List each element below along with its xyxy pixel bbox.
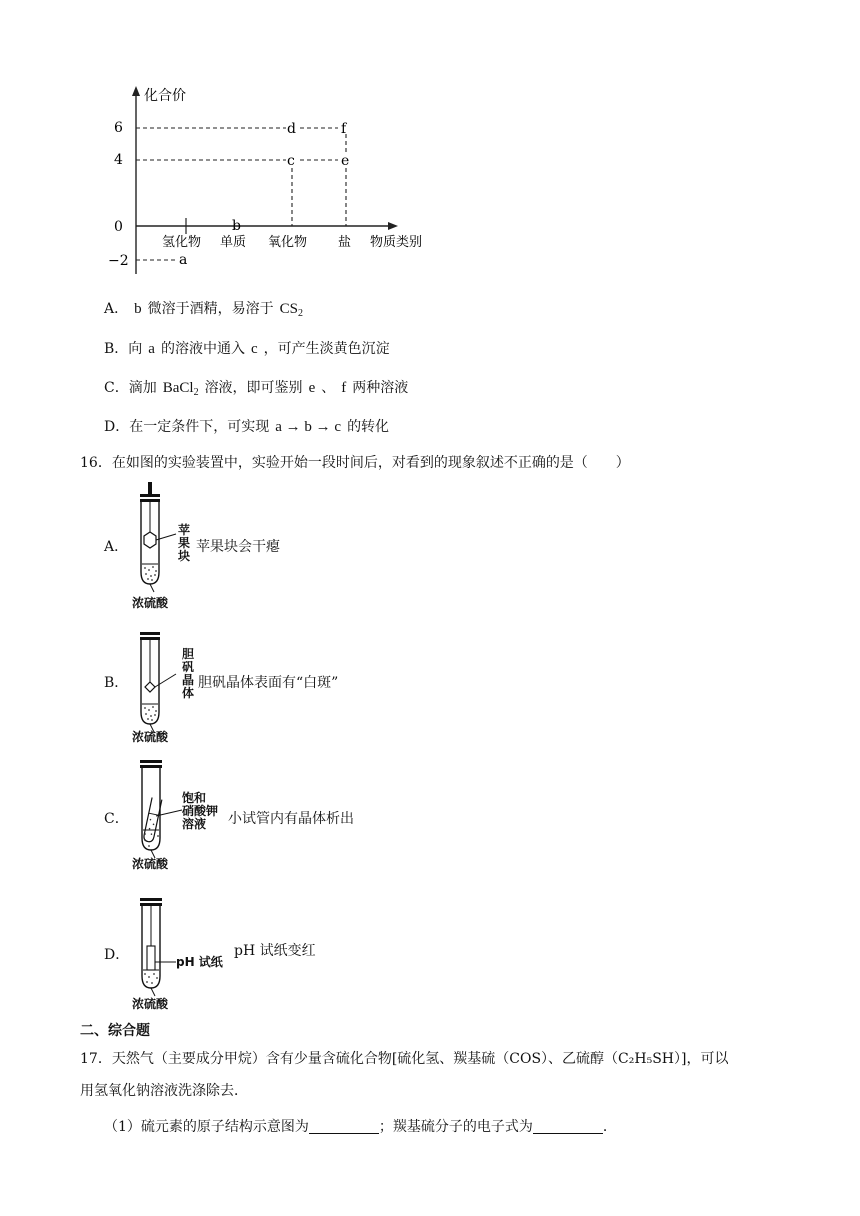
var: e xyxy=(308,380,316,396)
q16-stem: 16．在如图的实验装置中，实验开始一段时间后，对看到的现象叙述不正确的是（ ） xyxy=(80,455,630,471)
option-letter: C． xyxy=(104,380,129,396)
apparatus-a-object-label: 苹 果 块 xyxy=(178,523,191,563)
var: a xyxy=(148,341,155,357)
apparatus-c xyxy=(132,758,186,860)
valence-diagram xyxy=(100,84,450,280)
option-letter: A． xyxy=(104,301,129,317)
answer-blank[interactable] xyxy=(533,1119,603,1134)
formula: BaCl$_2$ xyxy=(162,380,199,398)
apparatus-b-object-label: 胆 矾 晶 体 xyxy=(182,647,195,700)
formula: $CS_2$ xyxy=(279,301,303,319)
option-text: 微溶于酒精，易溶于 xyxy=(147,301,274,317)
apparatus-d-acid-label: 浓硫酸 xyxy=(132,997,169,1011)
point-a: a xyxy=(179,252,188,268)
q16-option-c-letter: C． xyxy=(104,811,129,827)
y-axis-arrow xyxy=(132,86,140,96)
sub-text: ；羰基硫分子的电子式为 xyxy=(378,1119,533,1135)
separator: 、 xyxy=(321,380,336,396)
option-text: 溶液，即可鉴别 xyxy=(204,380,303,396)
q15-option-d xyxy=(104,416,389,436)
apparatus-a xyxy=(132,478,182,596)
apparatus-c-object-label: 饱和 硝酸钾 溶液 xyxy=(182,791,219,831)
apparatus-a-acid-label: 浓硫酸 xyxy=(132,596,169,610)
q16-option-d-letter: D． xyxy=(104,947,130,963)
q15-option-b xyxy=(104,338,390,358)
option-letter: D． xyxy=(104,419,130,435)
point-b: b xyxy=(232,218,241,234)
point-e: e xyxy=(341,153,350,169)
y-tick-6: 6 xyxy=(114,120,123,136)
point-d: d xyxy=(287,121,296,137)
x-axis-arrow xyxy=(388,222,398,230)
option-text: ，可产生淡黄色沉淀 xyxy=(263,341,390,357)
category-element: 单质 xyxy=(220,235,247,250)
var: c xyxy=(250,341,258,357)
point-f: f xyxy=(341,121,347,137)
q17-line-2: 用氢氧化钠溶液洗涤除去． xyxy=(80,1083,248,1099)
option-text: 的转化 xyxy=(347,419,390,435)
q16-option-b-letter: B． xyxy=(104,675,129,691)
answer-blank[interactable] xyxy=(309,1119,379,1134)
apparatus-d-object-label: pH 试纸 xyxy=(176,955,223,969)
category-oxide: 氧化物 xyxy=(268,235,308,250)
q16-option-c-caption: 小试管内有晶体析出 xyxy=(228,811,354,827)
y-tick-minus2: −2 xyxy=(108,253,129,269)
section-heading: 二、综合题 xyxy=(80,1023,150,1039)
var: b xyxy=(134,301,142,317)
q17-line-1: 17．天然气（主要成分甲烷）含有少量含硫化合物[硫化氢、羰基硫（COS）、乙硫醇（C₂H₅SH）]，可以 xyxy=(80,1051,729,1067)
q17-subquestion-1 xyxy=(104,1116,617,1136)
conversion-chain: a → b → c xyxy=(275,419,342,435)
category-salt: 盐 xyxy=(338,235,352,250)
apparatus-b xyxy=(132,630,182,734)
apparatus-d xyxy=(132,896,182,998)
y-tick-4: 4 xyxy=(114,152,123,168)
q15-option-a xyxy=(104,298,309,319)
option-text: 向 xyxy=(128,341,143,357)
apparatus-b-acid-label: 浓硫酸 xyxy=(132,730,169,744)
y-axis-label: 化合价 xyxy=(144,88,186,104)
q16-option-a-letter: A． xyxy=(104,539,129,555)
var: f xyxy=(341,380,347,396)
apparatus-c-acid-label: 浓硫酸 xyxy=(132,857,169,871)
point-c: c xyxy=(287,153,295,169)
category-hydride: 氢化物 xyxy=(162,235,202,250)
x-axis-label: 物质类别 xyxy=(370,235,423,250)
sub-text: ． xyxy=(602,1119,617,1135)
q16-option-d-caption: pH 试纸变红 xyxy=(234,943,316,959)
option-text: 滴加 xyxy=(128,380,157,396)
y-tick-0: 0 xyxy=(114,219,123,235)
q15-option-c xyxy=(104,377,408,398)
q16-option-a-caption: 苹果块会干瘪 xyxy=(196,539,280,555)
option-text: 在一定条件下，可实现 xyxy=(129,419,270,435)
q16-option-b-caption: 胆矾晶体表面有“白斑” xyxy=(198,675,339,691)
sub-text: （1）硫元素的原子结构示意图为 xyxy=(104,1119,309,1135)
option-letter: B． xyxy=(104,341,129,357)
option-text: 两种溶液 xyxy=(352,380,409,396)
option-text: 的溶液中通入 xyxy=(160,341,245,357)
